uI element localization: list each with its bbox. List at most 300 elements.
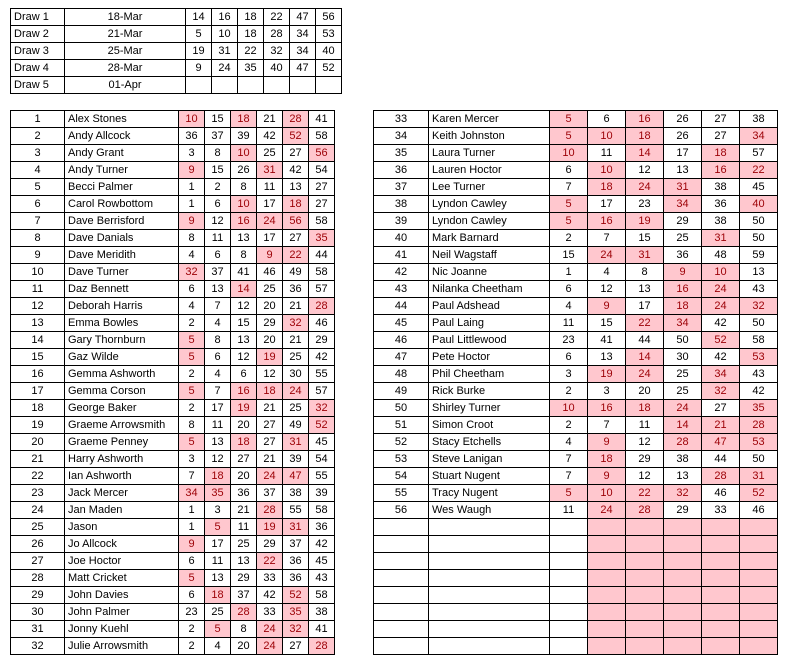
matched-number-cell[interactable] bbox=[702, 570, 740, 587]
player-name-cell[interactable] bbox=[429, 587, 550, 604]
pick-number-cell[interactable]: 3 bbox=[205, 502, 231, 519]
player-number-cell[interactable]: 32 bbox=[11, 638, 65, 655]
pick-number-cell[interactable]: 11 bbox=[257, 179, 283, 196]
pick-number-cell[interactable]: 2 bbox=[550, 230, 588, 247]
player-name-cell[interactable]: Deborah Harris bbox=[65, 298, 179, 315]
matched-number-cell[interactable]: 5 bbox=[205, 519, 231, 536]
matched-number-cell[interactable]: 5 bbox=[205, 621, 231, 638]
matched-number-cell[interactable]: 56 bbox=[309, 145, 335, 162]
draw-number-cell[interactable]: 32 bbox=[264, 43, 290, 60]
draw-number-cell[interactable]: 40 bbox=[316, 43, 342, 60]
matched-number-cell[interactable] bbox=[664, 638, 702, 655]
pick-number-cell[interactable]: 42 bbox=[257, 128, 283, 145]
draw-number-cell[interactable]: 47 bbox=[290, 60, 316, 77]
pick-number-cell[interactable]: 29 bbox=[231, 570, 257, 587]
player-number-cell[interactable]: 20 bbox=[11, 434, 65, 451]
pick-number-cell[interactable]: 20 bbox=[231, 468, 257, 485]
player-name-cell[interactable]: Dave Turner bbox=[65, 264, 179, 281]
matched-number-cell[interactable]: 9 bbox=[588, 434, 626, 451]
pick-number-cell[interactable]: 27 bbox=[257, 417, 283, 434]
matched-number-cell[interactable]: 52 bbox=[702, 332, 740, 349]
matched-number-cell[interactable]: 28 bbox=[309, 638, 335, 655]
matched-number-cell[interactable] bbox=[664, 570, 702, 587]
pick-number-cell[interactable]: 59 bbox=[740, 247, 778, 264]
pick-number-cell[interactable] bbox=[550, 519, 588, 536]
draw-label-cell[interactable]: Draw 1 bbox=[11, 9, 65, 26]
player-number-cell[interactable] bbox=[374, 587, 429, 604]
pick-number-cell[interactable]: 41 bbox=[309, 111, 335, 128]
draw-number-cell[interactable] bbox=[212, 77, 238, 94]
pick-number-cell[interactable]: 2 bbox=[550, 383, 588, 400]
draw-number-cell[interactable]: 40 bbox=[264, 60, 290, 77]
pick-number-cell[interactable]: 37 bbox=[231, 587, 257, 604]
pick-number-cell[interactable]: 43 bbox=[740, 281, 778, 298]
player-number-cell[interactable]: 38 bbox=[374, 196, 429, 213]
pick-number-cell[interactable]: 27 bbox=[283, 145, 309, 162]
player-name-cell[interactable]: Pete Hoctor bbox=[429, 349, 550, 366]
pick-number-cell[interactable]: 7 bbox=[550, 179, 588, 196]
matched-number-cell[interactable]: 5 bbox=[550, 485, 588, 502]
player-name-cell[interactable]: Laura Turner bbox=[429, 145, 550, 162]
pick-number-cell[interactable]: 41 bbox=[231, 264, 257, 281]
draw-number-cell[interactable]: 34 bbox=[290, 26, 316, 43]
pick-number-cell[interactable]: 12 bbox=[231, 298, 257, 315]
pick-number-cell[interactable]: 15 bbox=[205, 111, 231, 128]
player-name-cell[interactable]: Nic Joanne bbox=[429, 264, 550, 281]
player-name-cell[interactable]: Shirley Turner bbox=[429, 400, 550, 417]
player-name-cell[interactable]: Paul Adshead bbox=[429, 298, 550, 315]
pick-number-cell[interactable]: 27 bbox=[257, 434, 283, 451]
matched-number-cell[interactable]: 52 bbox=[309, 417, 335, 434]
matched-number-cell[interactable]: 21 bbox=[702, 417, 740, 434]
pick-number-cell[interactable]: 1 bbox=[179, 519, 205, 536]
matched-number-cell[interactable]: 52 bbox=[283, 128, 309, 145]
matched-number-cell[interactable]: 35 bbox=[205, 485, 231, 502]
pick-number-cell[interactable]: 8 bbox=[626, 264, 664, 281]
matched-number-cell[interactable] bbox=[740, 536, 778, 553]
matched-number-cell[interactable]: 18 bbox=[664, 298, 702, 315]
pick-number-cell[interactable]: 57 bbox=[309, 383, 335, 400]
pick-number-cell[interactable]: 2 bbox=[205, 179, 231, 196]
matched-number-cell[interactable]: 9 bbox=[664, 264, 702, 281]
player-name-cell[interactable] bbox=[429, 638, 550, 655]
player-name-cell[interactable]: John Davies bbox=[65, 587, 179, 604]
pick-number-cell[interactable]: 37 bbox=[283, 536, 309, 553]
draw-number-cell[interactable]: 19 bbox=[186, 43, 212, 60]
matched-number-cell[interactable]: 16 bbox=[231, 213, 257, 230]
player-number-cell[interactable] bbox=[374, 570, 429, 587]
matched-number-cell[interactable] bbox=[740, 638, 778, 655]
pick-number-cell[interactable]: 30 bbox=[283, 366, 309, 383]
draw-date-cell[interactable]: 01-Apr bbox=[65, 77, 186, 94]
draw-number-cell[interactable] bbox=[186, 77, 212, 94]
player-name-cell[interactable]: Jason bbox=[65, 519, 179, 536]
matched-number-cell[interactable] bbox=[626, 570, 664, 587]
matched-number-cell[interactable]: 9 bbox=[257, 247, 283, 264]
matched-number-cell[interactable]: 31 bbox=[257, 162, 283, 179]
player-name-cell[interactable]: Lauren Hoctor bbox=[429, 162, 550, 179]
pick-number-cell[interactable]: 6 bbox=[179, 281, 205, 298]
pick-number-cell[interactable]: 37 bbox=[205, 264, 231, 281]
matched-number-cell[interactable]: 18 bbox=[588, 451, 626, 468]
pick-number-cell[interactable]: 46 bbox=[702, 485, 740, 502]
matched-number-cell[interactable] bbox=[702, 621, 740, 638]
matched-number-cell[interactable]: 22 bbox=[740, 162, 778, 179]
player-name-cell[interactable]: Gemma Ashworth bbox=[65, 366, 179, 383]
pick-number-cell[interactable] bbox=[550, 553, 588, 570]
matched-number-cell[interactable]: 14 bbox=[664, 417, 702, 434]
pick-number-cell[interactable]: 2 bbox=[179, 366, 205, 383]
pick-number-cell[interactable]: 45 bbox=[309, 434, 335, 451]
matched-number-cell[interactable]: 19 bbox=[257, 519, 283, 536]
player-name-cell[interactable]: Jonny Kuehl bbox=[65, 621, 179, 638]
pick-number-cell[interactable]: 54 bbox=[309, 451, 335, 468]
pick-number-cell[interactable]: 8 bbox=[231, 621, 257, 638]
pick-number-cell[interactable]: 58 bbox=[309, 264, 335, 281]
player-number-cell[interactable]: 54 bbox=[374, 468, 429, 485]
pick-number-cell[interactable]: 15 bbox=[205, 162, 231, 179]
matched-number-cell[interactable] bbox=[740, 519, 778, 536]
matched-number-cell[interactable]: 16 bbox=[626, 111, 664, 128]
matched-number-cell[interactable] bbox=[702, 638, 740, 655]
pick-number-cell[interactable]: 23 bbox=[550, 332, 588, 349]
matched-number-cell[interactable] bbox=[664, 587, 702, 604]
matched-number-cell[interactable]: 34 bbox=[664, 315, 702, 332]
pick-number-cell[interactable]: 58 bbox=[309, 587, 335, 604]
pick-number-cell[interactable]: 12 bbox=[588, 281, 626, 298]
player-number-cell[interactable]: 18 bbox=[11, 400, 65, 417]
pick-number-cell[interactable]: 1 bbox=[179, 502, 205, 519]
pick-number-cell[interactable]: 55 bbox=[309, 468, 335, 485]
player-name-cell[interactable]: John Palmer bbox=[65, 604, 179, 621]
draw-label-cell[interactable]: Draw 3 bbox=[11, 43, 65, 60]
matched-number-cell[interactable]: 9 bbox=[179, 536, 205, 553]
matched-number-cell[interactable]: 18 bbox=[283, 196, 309, 213]
matched-number-cell[interactable]: 9 bbox=[179, 213, 205, 230]
player-name-cell[interactable]: Phil Cheetham bbox=[429, 366, 550, 383]
matched-number-cell[interactable]: 34 bbox=[702, 366, 740, 383]
pick-number-cell[interactable]: 21 bbox=[257, 451, 283, 468]
pick-number-cell[interactable]: 8 bbox=[205, 332, 231, 349]
pick-number-cell[interactable]: 21 bbox=[283, 298, 309, 315]
matched-number-cell[interactable]: 10 bbox=[231, 145, 257, 162]
player-number-cell[interactable]: 46 bbox=[374, 332, 429, 349]
pick-number-cell[interactable]: 36 bbox=[283, 570, 309, 587]
matched-number-cell[interactable] bbox=[702, 553, 740, 570]
matched-number-cell[interactable] bbox=[626, 638, 664, 655]
player-name-cell[interactable]: Alex Stones bbox=[65, 111, 179, 128]
pick-number-cell[interactable] bbox=[550, 621, 588, 638]
pick-number-cell[interactable]: 20 bbox=[231, 638, 257, 655]
pick-number-cell[interactable]: 13 bbox=[205, 434, 231, 451]
pick-number-cell[interactable]: 13 bbox=[664, 468, 702, 485]
matched-number-cell[interactable]: 40 bbox=[740, 196, 778, 213]
pick-number-cell[interactable]: 20 bbox=[231, 417, 257, 434]
player-name-cell[interactable]: Keith Johnston bbox=[429, 128, 550, 145]
matched-number-cell[interactable]: 34 bbox=[179, 485, 205, 502]
matched-number-cell[interactable] bbox=[588, 536, 626, 553]
pick-number-cell[interactable]: 6 bbox=[550, 162, 588, 179]
matched-number-cell[interactable]: 35 bbox=[309, 230, 335, 247]
player-name-cell[interactable]: Neil Wagstaff bbox=[429, 247, 550, 264]
player-name-cell[interactable]: Lyndon Cawley bbox=[429, 196, 550, 213]
draw-number-cell[interactable] bbox=[290, 77, 316, 94]
pick-number-cell[interactable]: 17 bbox=[626, 298, 664, 315]
pick-number-cell[interactable]: 27 bbox=[309, 179, 335, 196]
pick-number-cell[interactable]: 4 bbox=[550, 434, 588, 451]
matched-number-cell[interactable]: 24 bbox=[664, 400, 702, 417]
player-number-cell[interactable]: 5 bbox=[11, 179, 65, 196]
pick-number-cell[interactable]: 58 bbox=[309, 502, 335, 519]
pick-number-cell[interactable]: 4 bbox=[179, 247, 205, 264]
pick-number-cell[interactable]: 15 bbox=[588, 315, 626, 332]
matched-number-cell[interactable]: 19 bbox=[231, 400, 257, 417]
pick-number-cell[interactable]: 33 bbox=[702, 502, 740, 519]
matched-number-cell[interactable]: 47 bbox=[702, 434, 740, 451]
pick-number-cell[interactable]: 57 bbox=[309, 281, 335, 298]
pick-number-cell[interactable]: 29 bbox=[664, 502, 702, 519]
player-name-cell[interactable]: Stuart Nugent bbox=[429, 468, 550, 485]
player-name-cell[interactable] bbox=[429, 621, 550, 638]
pick-number-cell[interactable]: 21 bbox=[231, 502, 257, 519]
pick-number-cell[interactable]: 2 bbox=[550, 417, 588, 434]
draw-label-cell[interactable]: Draw 4 bbox=[11, 60, 65, 77]
pick-number-cell[interactable]: 11 bbox=[231, 519, 257, 536]
player-number-cell[interactable] bbox=[374, 638, 429, 655]
pick-number-cell[interactable]: 38 bbox=[309, 604, 335, 621]
pick-number-cell[interactable]: 6 bbox=[205, 349, 231, 366]
matched-number-cell[interactable]: 31 bbox=[283, 434, 309, 451]
player-number-cell[interactable]: 35 bbox=[374, 145, 429, 162]
pick-number-cell[interactable]: 37 bbox=[257, 485, 283, 502]
pick-number-cell[interactable]: 7 bbox=[179, 468, 205, 485]
pick-number-cell[interactable]: 11 bbox=[205, 553, 231, 570]
matched-number-cell[interactable]: 32 bbox=[283, 621, 309, 638]
pick-number-cell[interactable]: 11 bbox=[626, 417, 664, 434]
pick-number-cell[interactable]: 39 bbox=[231, 128, 257, 145]
player-number-cell[interactable]: 36 bbox=[374, 162, 429, 179]
player-number-cell[interactable]: 14 bbox=[11, 332, 65, 349]
player-name-cell[interactable]: Gemma Corson bbox=[65, 383, 179, 400]
matched-number-cell[interactable]: 14 bbox=[626, 145, 664, 162]
player-number-cell[interactable]: 25 bbox=[11, 519, 65, 536]
player-name-cell[interactable]: Andy Turner bbox=[65, 162, 179, 179]
pick-number-cell[interactable]: 36 bbox=[231, 485, 257, 502]
pick-number-cell[interactable]: 7 bbox=[550, 451, 588, 468]
player-number-cell[interactable]: 50 bbox=[374, 400, 429, 417]
player-number-cell[interactable]: 12 bbox=[11, 298, 65, 315]
draw-number-cell[interactable]: 53 bbox=[316, 26, 342, 43]
matched-number-cell[interactable]: 24 bbox=[626, 366, 664, 383]
pick-number-cell[interactable]: 8 bbox=[231, 179, 257, 196]
matched-number-cell[interactable]: 19 bbox=[626, 213, 664, 230]
matched-number-cell[interactable]: 10 bbox=[588, 162, 626, 179]
player-name-cell[interactable]: Gaz Wilde bbox=[65, 349, 179, 366]
matched-number-cell[interactable]: 28 bbox=[231, 604, 257, 621]
matched-number-cell[interactable]: 10 bbox=[588, 128, 626, 145]
player-name-cell[interactable]: Dave Danials bbox=[65, 230, 179, 247]
draw-number-cell[interactable]: 28 bbox=[264, 26, 290, 43]
player-name-cell[interactable]: Tracy Nugent bbox=[429, 485, 550, 502]
pick-number-cell[interactable]: 49 bbox=[283, 417, 309, 434]
player-name-cell[interactable]: Simon Croot bbox=[429, 417, 550, 434]
player-number-cell[interactable]: 41 bbox=[374, 247, 429, 264]
matched-number-cell[interactable] bbox=[626, 553, 664, 570]
pick-number-cell[interactable]: 4 bbox=[205, 638, 231, 655]
pick-number-cell[interactable]: 17 bbox=[664, 145, 702, 162]
matched-number-cell[interactable]: 24 bbox=[257, 621, 283, 638]
player-name-cell[interactable]: Dave Meridith bbox=[65, 247, 179, 264]
pick-number-cell[interactable]: 44 bbox=[309, 247, 335, 264]
pick-number-cell[interactable]: 11 bbox=[550, 315, 588, 332]
player-number-cell[interactable]: 53 bbox=[374, 451, 429, 468]
pick-number-cell[interactable]: 4 bbox=[550, 298, 588, 315]
matched-number-cell[interactable]: 10 bbox=[231, 196, 257, 213]
pick-number-cell[interactable]: 21 bbox=[257, 400, 283, 417]
pick-number-cell[interactable]: 12 bbox=[626, 434, 664, 451]
draw-number-cell[interactable]: 14 bbox=[186, 9, 212, 26]
pick-number-cell[interactable]: 7 bbox=[550, 468, 588, 485]
pick-number-cell[interactable]: 54 bbox=[309, 162, 335, 179]
matched-number-cell[interactable]: 5 bbox=[179, 383, 205, 400]
player-number-cell[interactable]: 13 bbox=[11, 315, 65, 332]
draw-number-cell[interactable]: 52 bbox=[316, 60, 342, 77]
matched-number-cell[interactable]: 18 bbox=[205, 468, 231, 485]
pick-number-cell[interactable]: 39 bbox=[309, 485, 335, 502]
player-name-cell[interactable]: Stacy Etchells bbox=[429, 434, 550, 451]
matched-number-cell[interactable]: 18 bbox=[588, 179, 626, 196]
matched-number-cell[interactable]: 32 bbox=[283, 315, 309, 332]
matched-number-cell[interactable] bbox=[626, 536, 664, 553]
draw-number-cell[interactable] bbox=[238, 77, 264, 94]
matched-number-cell[interactable]: 10 bbox=[550, 145, 588, 162]
pick-number-cell[interactable]: 42 bbox=[740, 383, 778, 400]
matched-number-cell[interactable]: 32 bbox=[309, 400, 335, 417]
pick-number-cell[interactable]: 13 bbox=[664, 162, 702, 179]
matched-number-cell[interactable]: 24 bbox=[626, 179, 664, 196]
pick-number-cell[interactable]: 6 bbox=[550, 281, 588, 298]
player-name-cell[interactable]: Graeme Penney bbox=[65, 434, 179, 451]
player-name-cell[interactable]: Carol Rowbottom bbox=[65, 196, 179, 213]
matched-number-cell[interactable] bbox=[626, 587, 664, 604]
pick-number-cell[interactable]: 25 bbox=[231, 536, 257, 553]
pick-number-cell[interactable]: 36 bbox=[283, 281, 309, 298]
player-number-cell[interactable]: 15 bbox=[11, 349, 65, 366]
matched-number-cell[interactable]: 9 bbox=[588, 298, 626, 315]
pick-number-cell[interactable]: 3 bbox=[179, 145, 205, 162]
pick-number-cell[interactable]: 13 bbox=[588, 349, 626, 366]
matched-number-cell[interactable] bbox=[588, 553, 626, 570]
matched-number-cell[interactable]: 32 bbox=[740, 298, 778, 315]
draw-number-cell[interactable]: 16 bbox=[212, 9, 238, 26]
matched-number-cell[interactable]: 16 bbox=[664, 281, 702, 298]
pick-number-cell[interactable]: 29 bbox=[664, 213, 702, 230]
draw-number-cell[interactable] bbox=[264, 77, 290, 94]
pick-number-cell[interactable]: 7 bbox=[205, 383, 231, 400]
matched-number-cell[interactable]: 18 bbox=[626, 400, 664, 417]
player-number-cell[interactable]: 56 bbox=[374, 502, 429, 519]
pick-number-cell[interactable]: 29 bbox=[309, 332, 335, 349]
player-name-cell[interactable]: Andy Allcock bbox=[65, 128, 179, 145]
player-name-cell[interactable]: Andy Grant bbox=[65, 145, 179, 162]
pick-number-cell[interactable]: 6 bbox=[205, 196, 231, 213]
player-name-cell[interactable]: Daz Bennett bbox=[65, 281, 179, 298]
player-name-cell[interactable]: Harry Ashworth bbox=[65, 451, 179, 468]
pick-number-cell[interactable]: 1 bbox=[179, 179, 205, 196]
player-number-cell[interactable]: 42 bbox=[374, 264, 429, 281]
player-number-cell[interactable] bbox=[374, 536, 429, 553]
pick-number-cell[interactable]: 27 bbox=[309, 196, 335, 213]
pick-number-cell[interactable]: 38 bbox=[740, 111, 778, 128]
matched-number-cell[interactable] bbox=[702, 519, 740, 536]
matched-number-cell[interactable]: 16 bbox=[702, 162, 740, 179]
player-name-cell[interactable]: Jo Allcock bbox=[65, 536, 179, 553]
player-number-cell[interactable]: 48 bbox=[374, 366, 429, 383]
pick-number-cell[interactable]: 12 bbox=[257, 366, 283, 383]
player-number-cell[interactable]: 10 bbox=[11, 264, 65, 281]
matched-number-cell[interactable]: 32 bbox=[179, 264, 205, 281]
pick-number-cell[interactable]: 7 bbox=[205, 298, 231, 315]
matched-number-cell[interactable]: 5 bbox=[179, 349, 205, 366]
pick-number-cell[interactable]: 58 bbox=[309, 128, 335, 145]
player-number-cell[interactable]: 51 bbox=[374, 417, 429, 434]
pick-number-cell[interactable]: 27 bbox=[283, 638, 309, 655]
pick-number-cell[interactable]: 8 bbox=[179, 230, 205, 247]
matched-number-cell[interactable]: 22 bbox=[257, 553, 283, 570]
matched-number-cell[interactable]: 10 bbox=[702, 264, 740, 281]
pick-number-cell[interactable]: 46 bbox=[309, 315, 335, 332]
matched-number-cell[interactable]: 5 bbox=[550, 111, 588, 128]
matched-number-cell[interactable] bbox=[588, 570, 626, 587]
player-number-cell[interactable]: 37 bbox=[374, 179, 429, 196]
pick-number-cell[interactable]: 42 bbox=[309, 536, 335, 553]
pick-number-cell[interactable]: 11 bbox=[550, 502, 588, 519]
pick-number-cell[interactable]: 4 bbox=[205, 366, 231, 383]
player-name-cell[interactable]: Dave Berrisford bbox=[65, 213, 179, 230]
matched-number-cell[interactable]: 14 bbox=[231, 281, 257, 298]
pick-number-cell[interactable]: 4 bbox=[179, 298, 205, 315]
pick-number-cell[interactable]: 36 bbox=[283, 553, 309, 570]
pick-number-cell[interactable]: 50 bbox=[740, 451, 778, 468]
pick-number-cell[interactable]: 58 bbox=[740, 332, 778, 349]
player-name-cell[interactable]: Paul Littlewood bbox=[429, 332, 550, 349]
matched-number-cell[interactable]: 18 bbox=[205, 587, 231, 604]
pick-number-cell[interactable]: 20 bbox=[257, 332, 283, 349]
player-number-cell[interactable]: 3 bbox=[11, 145, 65, 162]
draw-number-cell[interactable] bbox=[316, 77, 342, 94]
matched-number-cell[interactable]: 31 bbox=[626, 247, 664, 264]
player-number-cell[interactable]: 27 bbox=[11, 553, 65, 570]
pick-number-cell[interactable]: 29 bbox=[257, 536, 283, 553]
pick-number-cell[interactable]: 15 bbox=[231, 315, 257, 332]
pick-number-cell[interactable]: 27 bbox=[702, 400, 740, 417]
player-number-cell[interactable]: 33 bbox=[374, 111, 429, 128]
player-number-cell[interactable]: 49 bbox=[374, 383, 429, 400]
player-name-cell[interactable] bbox=[429, 519, 550, 536]
pick-number-cell[interactable]: 11 bbox=[205, 230, 231, 247]
pick-number-cell[interactable]: 4 bbox=[205, 315, 231, 332]
player-number-cell[interactable]: 8 bbox=[11, 230, 65, 247]
pick-number-cell[interactable]: 6 bbox=[179, 553, 205, 570]
matched-number-cell[interactable]: 5 bbox=[550, 196, 588, 213]
matched-number-cell[interactable]: 18 bbox=[231, 434, 257, 451]
pick-number-cell[interactable]: 13 bbox=[231, 553, 257, 570]
matched-number-cell[interactable]: 18 bbox=[626, 128, 664, 145]
player-number-cell[interactable]: 40 bbox=[374, 230, 429, 247]
matched-number-cell[interactable]: 18 bbox=[231, 111, 257, 128]
matched-number-cell[interactable]: 5 bbox=[179, 570, 205, 587]
matched-number-cell[interactable]: 22 bbox=[626, 315, 664, 332]
